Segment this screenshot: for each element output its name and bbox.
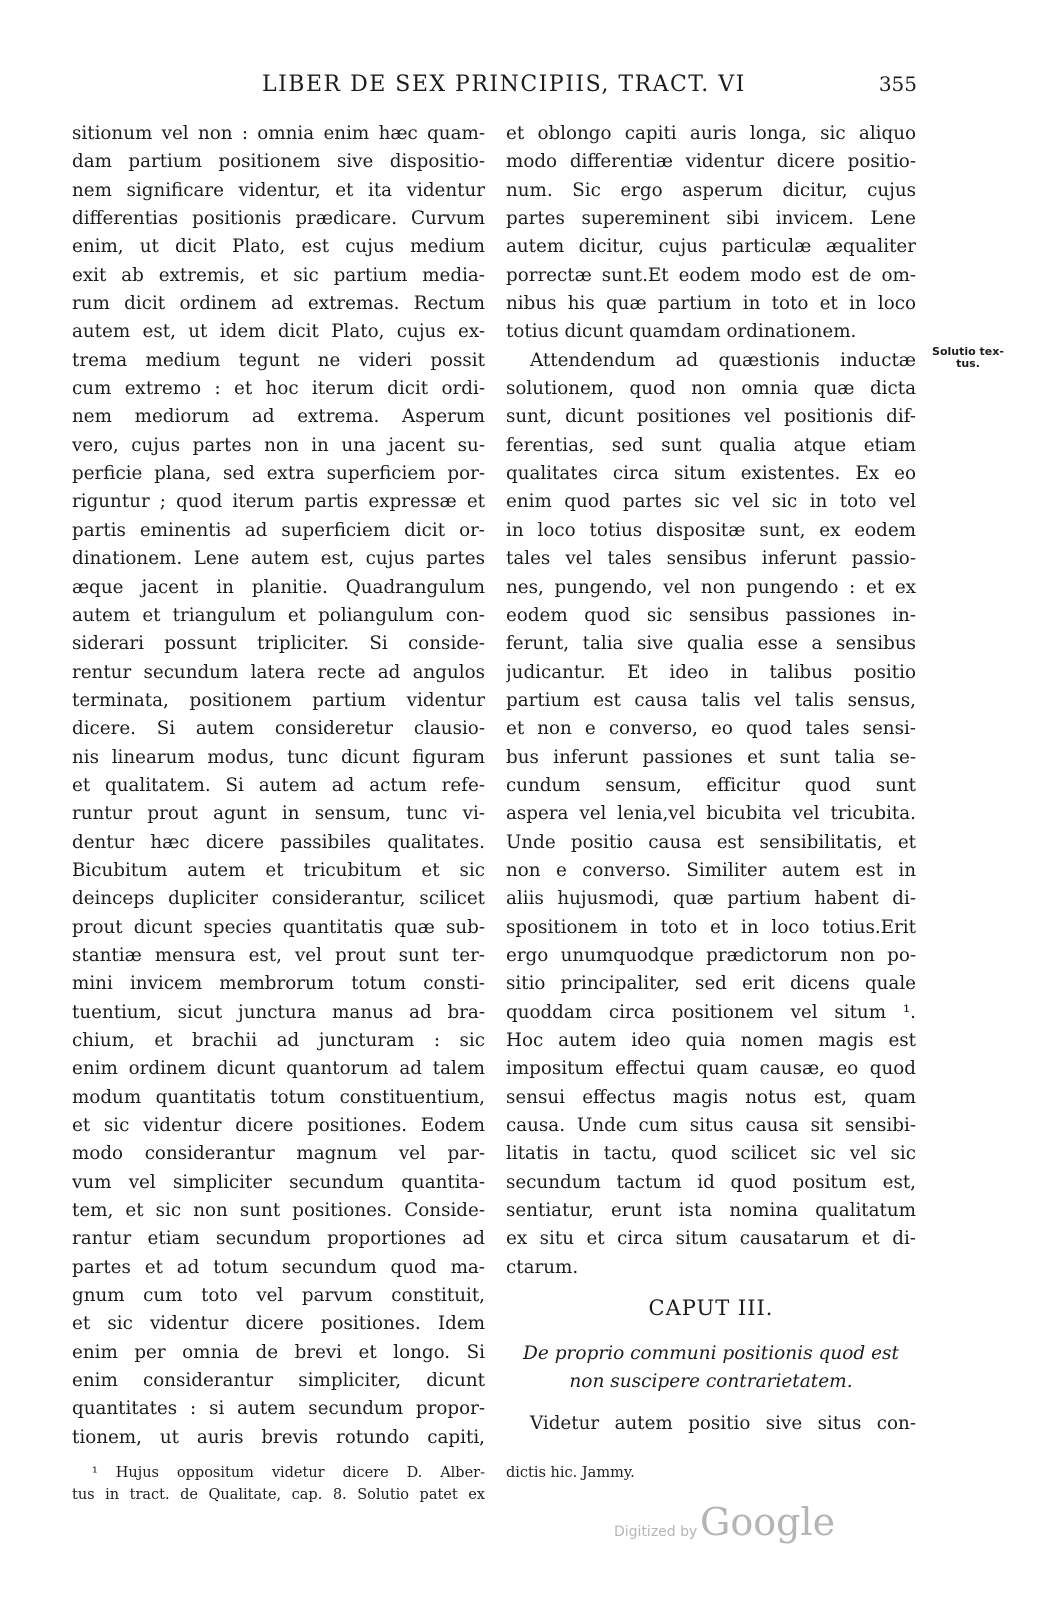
running-title: LIBER DE SEX PRINCIPIIS, TRACT. VI (262, 72, 746, 97)
text-line: solutionem, quod non omnia quæ dicta (506, 378, 916, 400)
text-line: Hoc autem ideo quia nomen magis est (506, 1030, 916, 1051)
text-line: totius dicunt quamdam ordinationem. (506, 321, 857, 343)
footnote (72, 1462, 485, 1506)
text-line: deinceps dupliciter considerantur, scilicet (72, 888, 485, 910)
text-line: modum quantitatis totum constituentium, (72, 1086, 485, 1108)
text-line: nes, pungendo, vel non pungendo : et ex (506, 576, 916, 598)
chapter-heading: CAPUT III. (648, 1296, 774, 1320)
text-line: tuentium, sicut junctura manus ad bra- (72, 1001, 485, 1023)
text-line: partis eminentis ad superficiem dicit or- (72, 519, 485, 541)
text-line: Attendendum ad quæstionis inductæ (530, 349, 916, 371)
text-line: rantur etiam secundum proportiones ad (72, 1228, 485, 1250)
text-line: in loco totius dispositæ sunt, ex eodem (506, 519, 916, 541)
page-number: 355 (878, 72, 917, 96)
text-line: trema medium tegunt ne videri possit (72, 349, 485, 371)
text-line: ergo unumquodque prædictorum non po- (506, 944, 916, 966)
text-line: quantitates : si autem secundum propor- (72, 1398, 485, 1420)
text-line: ctarum. (506, 1256, 579, 1278)
text-line: dinationem. Lene autem est, cujus partes (72, 548, 485, 570)
text-line: dam partium positionem sive dispositio- (72, 151, 485, 173)
text-line: exit ab extremis, et sic partium media- (72, 264, 485, 286)
text-line: enim ordinem dicunt quantorum ad talem (72, 1058, 485, 1080)
text-line: vero, cujus partes non in una jacent su- (72, 434, 485, 456)
text-line: bus inferunt passiones et sunt talia se- (506, 746, 916, 768)
text-line: porrectæ sunt.Et eodem modo est de om- (506, 264, 916, 286)
chapter-subtitle (506, 1340, 916, 1396)
text-line: enim, ut dicit Plato, est cujus medium (72, 236, 485, 258)
text-line: cum extremo : et hoc iterum dicit ordi- (72, 378, 485, 400)
footnote-line: ¹ Hujus oppositum videtur dicere D. Alber- (92, 1465, 485, 1481)
text-line: æque jacent in planitie. Quadrangulum (72, 576, 485, 598)
text-line: nibus his quæ partium in toto et in loco (506, 293, 916, 315)
text-line: et qualitatem. Si autem ad actum refe- (72, 774, 485, 796)
text-line: et sic videntur dicere positiones. Eodem (72, 1115, 485, 1137)
text-line: rentur secundum latera recte ad angulos (72, 661, 485, 683)
text-line: qualitates circa situm existentes. Ex eo (506, 463, 916, 485)
text-line: terminata, positionem partium videntur (72, 689, 485, 711)
digitized-watermark (614, 1500, 834, 1550)
text-line: modo considerantur magnum vel par- (72, 1143, 485, 1165)
text-line: autem est, ut idem dicit Plato, cujus ex- (72, 321, 485, 343)
text-line: et sic videntur dicere positiones. Idem (72, 1313, 485, 1335)
text-line: quoddam circa positionem vel situm ¹. (506, 1001, 916, 1023)
text-line: eodem quod sic sensibus passiones in- (506, 604, 916, 626)
text-line: nis linearum modus, tunc dicunt figuram (72, 746, 485, 768)
text-line: perficie plana, sed extra superficiem por- (72, 463, 485, 485)
running-header (262, 72, 917, 104)
chapter-first-line: Videtur autem positio sive situs con- (530, 1413, 916, 1434)
text-line: num. Sic ergo asperum dicitur, cujus (506, 179, 916, 201)
text-line: judicantur. Et ideo in talibus positio (506, 661, 916, 683)
text-line: gnum cum toto vel parvum constituit, (72, 1285, 485, 1307)
marginal-note-line2: tus. (956, 357, 980, 370)
text-line: causa. Unde cum situs causa sit sensibi- (506, 1115, 916, 1137)
text-line: enim quod partes sic vel sic in toto vel (506, 491, 916, 513)
text-line: chium, et brachii ad juncturam : sic (72, 1030, 485, 1051)
text-line: dicere. Si autem consideretur clausio- (72, 718, 485, 740)
text-line: vum vel simpliciter secundum quantita- (72, 1171, 485, 1193)
text-line: sitio principaliter, sed erit dicens quale (506, 973, 916, 995)
watermark-logo: Google (700, 1500, 836, 1544)
text-line: et non e converso, eo quod tales sensi- (506, 718, 916, 740)
marginal-note-line1: Solutio tex- (932, 345, 1004, 358)
text-line: differentias positionis prædicare. Curvum (72, 208, 485, 230)
watermark-small: Digitized by (614, 1524, 698, 1540)
text-line: ferunt, talia sive qualia esse a sensibus (506, 633, 916, 655)
text-line: ex situ et circa situm causatarum et di- (506, 1228, 916, 1250)
text-line: nem significare videntur, et ita videntur (72, 179, 485, 201)
text-line: secundum tactum id quod positum est, (506, 1171, 916, 1193)
text-line: aliis hujusmodi, quæ partium habent di- (506, 888, 916, 910)
text-line: mini invicem membrorum totum consti- (72, 973, 485, 995)
text-line: litatis in tactu, quod scilicet sic vel sic (506, 1143, 916, 1165)
text-line: tales vel tales sensibus inferunt passio- (506, 548, 916, 570)
text-line: rum dicit ordinem ad extremas. Rectum (72, 293, 485, 315)
text-line: Unde positio causa est sensibilitatis, et (506, 831, 916, 853)
text-line: cundum sensum, efficitur quod sunt (506, 774, 916, 796)
text-line: partium est causa talis vel talis sensus, (506, 689, 916, 711)
text-line: et oblongo capiti auris longa, sic aliquo (506, 123, 916, 144)
right-column (506, 120, 916, 1282)
text-line: spositionem in toto et in loco totius.Erit (506, 916, 916, 938)
footnote-line: tus in tract. de Qualitate, cap. 8. Solutio patet ex (72, 1487, 485, 1503)
text-line: autem dicitur, cujus particulæ æqualiter (506, 236, 916, 258)
text-line: non e converso. Similiter autem est in (506, 859, 916, 881)
footnote-continuation: dictis hic. Jammy. (506, 1465, 635, 1481)
text-line: sensui effectus magis notus est, quam (506, 1086, 916, 1108)
text-line: aspera vel lenia,vel bicubita vel tricubita. (506, 803, 916, 825)
text-line: impositum effectui quam causæ, eo quod (506, 1058, 916, 1080)
text-line: siderari possunt tripliciter. Si conside- (72, 633, 485, 655)
text-line: partes supereminent sibi invicem. Lene (506, 208, 916, 230)
chapter-subtitle-line1: De proprio communi positionis quod est (523, 1343, 899, 1364)
text-line: stantiæ mensura est, vel prout sunt ter- (72, 944, 485, 966)
marginal-note (922, 346, 1014, 370)
text-line: enim per omnia de brevi et longo. Si (72, 1341, 485, 1363)
text-line: Bicubitum autem et tricubitum et sic (72, 859, 485, 881)
text-line: riguntur ; quod iterum partis expressæ et (72, 491, 485, 513)
text-line: tem, et sic non sunt positiones. Conside- (72, 1200, 485, 1222)
text-line: autem et triangulum et poliangulum con- (72, 604, 485, 626)
text-line: ferentias, sed sunt qualia atque etiam (506, 434, 916, 456)
text-line: tionem, ut auris brevis rotundo capiti, (72, 1426, 485, 1448)
text-line: runtur prout agunt in sensum, tunc vi- (72, 803, 485, 825)
left-column (72, 120, 485, 1452)
text-line: sunt, dicunt positiones vel positionis dif- (506, 406, 916, 428)
text-line: partes et ad totum secundum quod ma- (72, 1256, 485, 1278)
text-line: nem mediorum ad extrema. Asperum (72, 406, 485, 428)
chapter-subtitle-line2: non suscipere contrarietatem. (569, 1371, 853, 1392)
text-line: sentiatur, erunt ista nomina qualitatum (506, 1200, 916, 1222)
text-line: enim considerantur simpliciter, dicunt (72, 1370, 485, 1392)
text-line: modo differentiæ videntur dicere positio- (506, 151, 916, 173)
text-line: prout dicunt species quantitatis quæ sub- (72, 916, 485, 938)
text-line: dentur hæc dicere passibiles qualitates. (72, 831, 485, 853)
text-line: sitionum vel non : omnia enim hæc quam- (72, 123, 485, 144)
